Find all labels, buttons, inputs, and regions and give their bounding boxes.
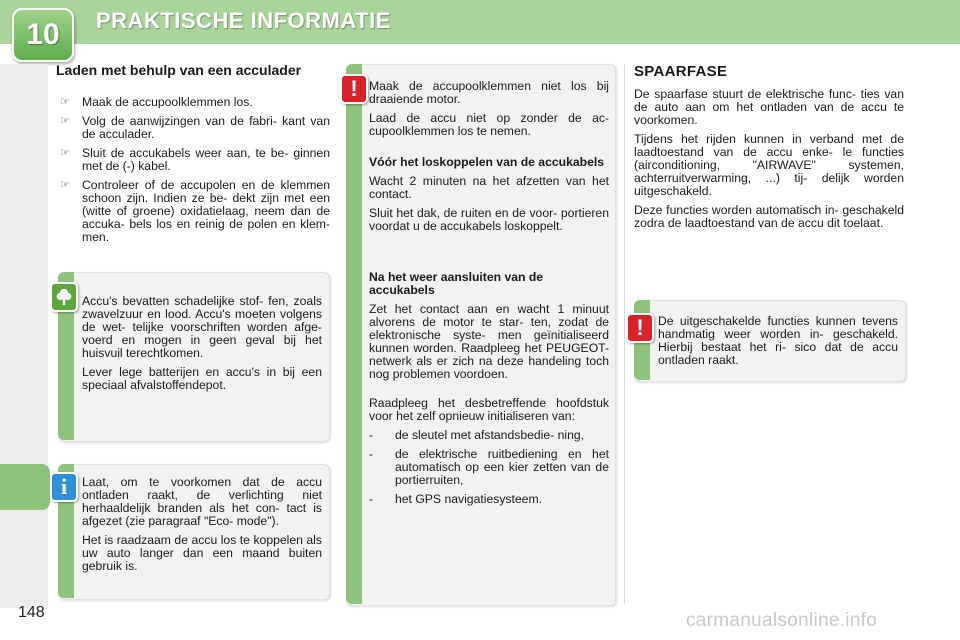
information-note-text: Laat, om te voorkomen dat de accu ontladen raakt, de verlichting niet herhaaldelijk branden als het con- tact is afgezet (zie paragraaf "Eco- mode"). Het is raadzaam de accu los te koppelen als uw auto langer dan een maand buiten gebruik is. [82, 475, 322, 573]
environment-note-text: Accu's bevatten schadelijke stof- fen, zoals zwavelzuur en lood. Accu's moeten volgens de wet- telijke voorschriften worden afge- voerd en mogen in geen geval bij het huisvuil terechtkomen. Lever lege batterijen en accu's in bij een speciaal afvalstoffendepot. [82, 294, 322, 392]
warning-icon: ! [340, 74, 368, 104]
chapter-number-badge: 10 [12, 8, 74, 62]
section-heading-charging: Laden met behulp van een acculader [56, 62, 302, 78]
list-item: ☞ Sluit de accukabels weer aan, te be- ginnen met de (-) kabel. [60, 146, 330, 173]
note-accent-bar [346, 64, 362, 604]
charging-steps-list [60, 96, 330, 250]
warning-panel-text: Maak de accupoolklemmen niet los bij draaiende motor. Laad de accu niet op zonder de ac- cupoolklemmen los te nemen. Vóór het loskoppelen van de accukabels Wacht 2 minuten na het afzetten van het contact. Sluit het dak, de ruiten en de voor- portieren voordat u de accukabels loskoppelt. Na het weer aansluiten van de accukabels Zet het contact aan en wacht 1 minuut alvorens de motor te star- ten, zodat de elektronische syste- men geïnitialiseerd kunnen worden. Raadpleeg het PEUGEOT-netwerk als er zich na deze handeling toch nog problemen voordoen. Raadpleeg het desbetreffende hoofdstuk voor het zelf opnieuw initialiseren van: - de sleutel met afstandsbedie- ning, - de elektrische ruitbediening en het automatisch op een kier zetten van de portierruiten, - het GPS navigatiesysteem. [369, 79, 609, 506]
side-margin-strip [0, 64, 48, 608]
chapter-tab [0, 464, 50, 510]
pointing-hand-icon: ☞ [60, 115, 70, 127]
pointing-hand-icon: ☞ [60, 96, 70, 108]
list-item: ☞ Maak de accupoolklemmen los. [60, 95, 253, 109]
reinitialise-list [369, 429, 609, 506]
list-item: - de elektrische ruitbediening en het automatisch op een kier zetten van de portierruiten, [369, 447, 609, 487]
tree-icon [50, 282, 78, 312]
spaarfase-text: De spaarfase stuurt de elektrische func- ties van de auto aan om het ontladen van de accu te voorkomen. Tijdens het rijden kunnen in verband met de laadtoestand van de accu enke- le functies (airconditioning, "AIRWAVE" systemen, achterruitverwarming, ...) tij- delijk worden uitgeschakeld. Deze functies worden automatisch in- geschakeld zodra de laadtoestand van de accu dit toelaat. [634, 87, 904, 230]
watermark: carmanualsonline.info [686, 610, 878, 631]
warning-note-text: De uitgeschakelde functies kunnen tevens handmatig weer worden in- geschakeld. Hierbij bestaat het ri- sico dat de accu ontladen raakt. [658, 314, 898, 367]
list-item: - de sleutel met afstandsbedie- ning, [369, 428, 585, 442]
info-icon: i [50, 472, 78, 502]
column-divider [624, 64, 625, 604]
warning-icon: ! [626, 313, 654, 343]
subheading-before-disconnect: Vóór het loskoppelen van de accukabels [369, 155, 605, 169]
list-item: - het GPS navigatiesysteem. [369, 492, 542, 506]
pointing-hand-icon: ☞ [60, 147, 70, 159]
section-heading-spaarfase: SPAARFASE [634, 63, 728, 80]
list-item: ☞ Volg de aanwijzingen van de fabri- kant van de acculader. [60, 114, 330, 141]
subheading-after-reconnect: Na het weer aansluiten van de accukabels [369, 270, 544, 297]
list-item: ☞ Controleer of de accupolen en de klemmen schoon zijn. Indien ze be- dekt zijn met een (witte of groene) oxidatielaag, neem dan de accuka- bels los en reinig de polen en klem- men. [60, 178, 330, 244]
pointing-hand-icon: ☞ [60, 179, 70, 191]
page-title: PRAKTISCHE INFORMATIE [96, 8, 391, 33]
page-number: 148 [18, 604, 45, 621]
